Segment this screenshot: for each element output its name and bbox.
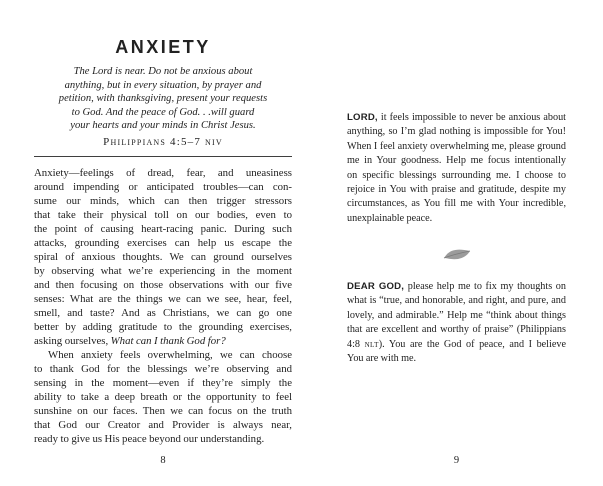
leaf-ornament-icon	[347, 246, 566, 262]
prayer-dear-god	[347, 280, 566, 366]
text-line: rejoice in You with praise and gratitude, despite my	[347, 184, 566, 196]
text-line: sensing in the moment—even if they’re simply the	[34, 377, 292, 389]
text-line: me in Your goodness. Help me focus intentionally	[347, 155, 566, 167]
text-line: senses: What are the things we can we see, hear, feel,	[34, 293, 292, 305]
text-line: better by adding gratitude to the grounding exercises,	[34, 321, 292, 333]
left-page	[34, 0, 292, 486]
chapter-title: ANXIETY	[115, 37, 211, 57]
text-line: 4:8 nlt). You are the God of peace, and I believe	[347, 338, 566, 350]
paragraph	[34, 166, 292, 348]
text-line: by observing what we’re experiencing in the moment	[34, 265, 292, 277]
text-line: unexplainable peace.	[347, 212, 433, 224]
text-line: and then focusing on those observations with our five	[34, 279, 292, 291]
text-line: attacks, grounding exercises can help us escape the	[34, 237, 292, 249]
text-line: that God our Creator and Provider is always near,	[34, 419, 292, 431]
text-line: asking ourselves, What can I thank God for?	[34, 335, 226, 347]
devotional-body-text	[34, 166, 292, 446]
text-line: circumstances, as You fill me with Your incredible,	[347, 198, 566, 210]
text-line: to God. And the peace of God. . .will guard	[71, 106, 255, 118]
text-line: Anxiety—feelings of dread, fear, and uneasiness	[34, 167, 292, 179]
text-line: around impending or anticipated troubles—can con-	[34, 181, 292, 193]
text-line: your hearts and your minds in Christ Jesus.	[70, 120, 256, 132]
text-line: to thank God for the blessings we’re observing and	[34, 363, 292, 375]
text-line: anything, so I’m glad nothing is impossible for You!	[347, 126, 566, 138]
text-line: petition, with thanksgiving, present your requests	[58, 93, 268, 105]
text-line: on specific blessings surrounding me. I choose to	[347, 169, 566, 181]
text-line: The Lord is near. Do not be anxious about	[73, 66, 253, 77]
right-page	[347, 0, 566, 486]
text-line: spiral of anxious thoughts. We can ground ourselves	[34, 251, 292, 263]
text-line: ability to take a deep breath or the opportunity to feel	[34, 391, 292, 403]
scripture-reference: Philippians 4:5–7 niv	[103, 136, 223, 148]
text-line: what is “true, and honorable, and right, and pure, and	[347, 295, 566, 307]
scripture-quote	[34, 65, 292, 133]
text-line: ready to give us His peace beyond our understanding.	[34, 433, 265, 445]
text-line: When anxiety feels overwhelming, we can choose	[48, 349, 292, 361]
page-number-left: 8	[160, 455, 166, 466]
divider-rule	[34, 156, 292, 157]
text-line: You are with me.	[347, 353, 417, 365]
text-line: lovely, and admirable.” Help me “think about things	[347, 309, 566, 321]
paragraph	[34, 348, 292, 446]
prayer-lord	[347, 111, 566, 226]
text-line: sume our minds, which can then trigger stressors	[34, 195, 292, 207]
text-line: smell, and taste? And as Christians, we can go one	[34, 307, 292, 319]
text-line: DEAR GOD, please help me to fix my thoughts on	[347, 281, 566, 292]
text-line: that are excellent and worthy of praise” (Philippians	[347, 324, 566, 336]
page-number-right: 9	[453, 455, 460, 466]
text-line: that take their physical toll on our bodies, even to	[34, 209, 292, 221]
text-line: the point of causing heart-racing panic. During such	[34, 223, 292, 235]
text-line: sunshine on our faces. Then we can focus on the truth	[34, 405, 292, 417]
text-line: When I feel anxiety overwhelming me, please ground	[347, 140, 566, 152]
text-line: anything, but in every situation, by prayer and	[64, 79, 262, 91]
text-line: LORD, it feels impossible to never be anxious about	[347, 112, 566, 123]
